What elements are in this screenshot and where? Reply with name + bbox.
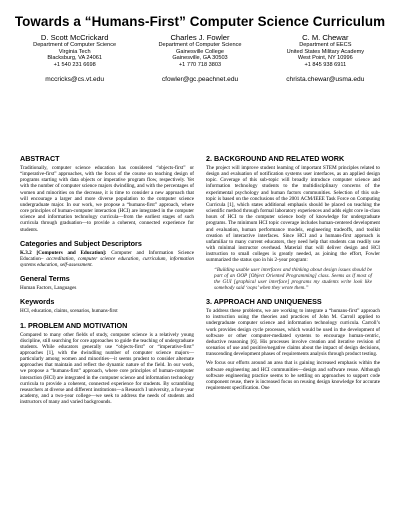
author-dept: Department of Computer Science — [33, 42, 117, 48]
section3-text-1: To address these problems, we are working to integrate a “humans-first” approach to instruction using the theories and practices of John M. Carroll applied to undergraduate computer science and information technology curricula. Carroll’s work provides design cycle processes, which would be used in the development of software or other computer-mediated systems to encourage human-centric, deductive reasoning [6]. His processes involve creation and iterative revision of scenarios of use and positive/negative claims about the impact of design decisions, transcending development phases of requirements analysis through product testing. — [206, 308, 380, 358]
author-2 — [137, 33, 262, 84]
author-city: West Point, NY 10996 — [297, 55, 353, 62]
section3-heading: 3. APPROACH AND UNIQUENESS — [206, 297, 322, 307]
section2-quote: “Building usable user interfaces and thinking about design issues should be part of an OOP [Object Oriented Programming] class. Seems as if most of the GUI [graphical user interface] programs my students write look like somebody said ‘oops’ when they wrote them.” — [214, 266, 372, 291]
author-phone: +1 540 231 6698 — [53, 61, 96, 68]
abstract-heading: ABSTRACT — [20, 154, 60, 163]
left-column — [20, 154, 194, 408]
categories-italic: accreditation, computer science education, curriculum, information systems education, self-assessment. — [20, 255, 194, 269]
author-phone: +1 770 718 3803 — [178, 61, 222, 68]
author-phone: +1 845 938 6911 — [304, 61, 347, 68]
section2-text: The project will improve student learning of important STEM principles related to design and evaluation of notification systems user interfaces, as an applied design topic. Coverage of this sub-topic will broadly introduce computer science and information technology students to the multidisciplinary concerns of the experimental psychology and human factors communities. Selection of this sub-topic is based on the conclusions of the 2001 ACM/IEEE Task Force on Computing Curricula [1], which states additional emphasis should be placed on teaching the scientific method through formal laboratory experiences and adds eight core in-class hours of HCI to the computer science body of knowledge for undergraduate programs. The minimum HCI topic coverage includes human-centered development and evaluation, human performance models, engineering tradeoffs, and toolkit creation of interactive interfaces. Since HCI and a humans-first approach is unfamiliar to many current educators, they need help that students can readily use with minimal instructor overhead. Material that will deliver design and HCI instruction to small colleges is greatly needed, as joining the effort, Fowler summarized the status quo in his 2-year program: — [206, 165, 380, 264]
section2-heading: 2. BACKGROUND AND RELATED WORK — [206, 154, 345, 163]
categories-text — [20, 250, 194, 268]
author-1 — [12, 33, 137, 84]
right-column — [206, 154, 380, 394]
author-org: Gainesville College — [176, 48, 224, 55]
keywords-text: HCI, education, claims, scenarios, humans-first — [20, 308, 118, 315]
author-email: cfowler@gc.peachnet.edu — [161, 76, 239, 84]
abstract-text: Traditionally, computer science education has considered “objects-first” or “imperative-first” approaches, with the focus of the course on teaching design of programs starting with data objects or imperative program flow, respectively. Yet with the number of computer science majors dwindling, and with the percentages of women and minorities on the decrease, it is time to consider a new approach that will encourage a larger and more diverse population to the computer science undergraduate major. In our work, we propose a “humans-first” approach, where core principles of human-computer interaction (HCI) are integrated in the computer science and information technology curricula—from the earliest stages of such curricula through graduation—to provide a coherent, connected experience for students. — [20, 165, 194, 233]
general-terms-heading: General Terms — [20, 274, 70, 284]
author-dept: Department of Computer Science — [158, 42, 242, 48]
author-email: mccricks@cs.vt.edu — [45, 76, 105, 84]
author-org: Virginia Tech — [58, 48, 91, 55]
section1-text: Compared to many other fields of study, computer science is a relatively young discipline, still searching for core approaches to guide the teaching of undergraduate students. While educators generally use “objects-first” or “imperative-first” approaches [1], with the dwindling number of computer science majors—particularly among women and minorities—it seems prudent to consider alternate approaches that maintain and reflect the dynamic nature of the field. In our work, we propose a “humans-first” approach, where core principles of human-computer interaction (HCI) are integrated in the computer science and information technology curricula to provide a coherent, connected experience for students. By scrambling researchers at diverse and different institutions—a Research I university, a four-year academy, and a two-year college—we seek to address the needs of students and instructors of many and varied backgrounds. — [20, 331, 194, 406]
categories-heading: Categories and Subject Descriptors — [20, 238, 142, 248]
categories-code: K.3.2 [Computers and Education]: — [20, 249, 107, 256]
author-city: Blacksburg, VA 24061 — [47, 55, 102, 62]
general-terms-text: Human Factors, Languages — [20, 285, 77, 292]
author-org: United States Military Academy — [286, 48, 365, 55]
categories-description: Computer and Information Science Education– — [20, 249, 194, 262]
section1-heading: 1. PROBLEM AND MOTIVATION — [20, 320, 128, 330]
author-email: christa.chewar@usma.edu — [286, 76, 365, 84]
author-name: Charles J. Fowler — [170, 33, 230, 42]
paper-title: Towards a “Humans-First” Computer Science Curriculum — [14, 14, 386, 29]
author-name: C. M. Chewar — [302, 33, 349, 42]
author-name: D. Scott McCrickard — [40, 33, 109, 42]
author-block — [12, 33, 388, 84]
author-3 — [263, 33, 388, 84]
keywords-heading: Keywords — [20, 297, 55, 307]
section3-text-2: We focus our efforts around an area that is gaining increased emphasis within the software engineering and HCI communities—design and software reuse. Although software engineering practice seems to be settling on approaches to support code component reuse, there is increased focus on reusing design knowledge for accurate requirement specification. One — [206, 360, 380, 391]
author-city: Gainesville, GA 30503 — [172, 55, 228, 62]
author-dept: Department of EECS — [299, 42, 352, 48]
